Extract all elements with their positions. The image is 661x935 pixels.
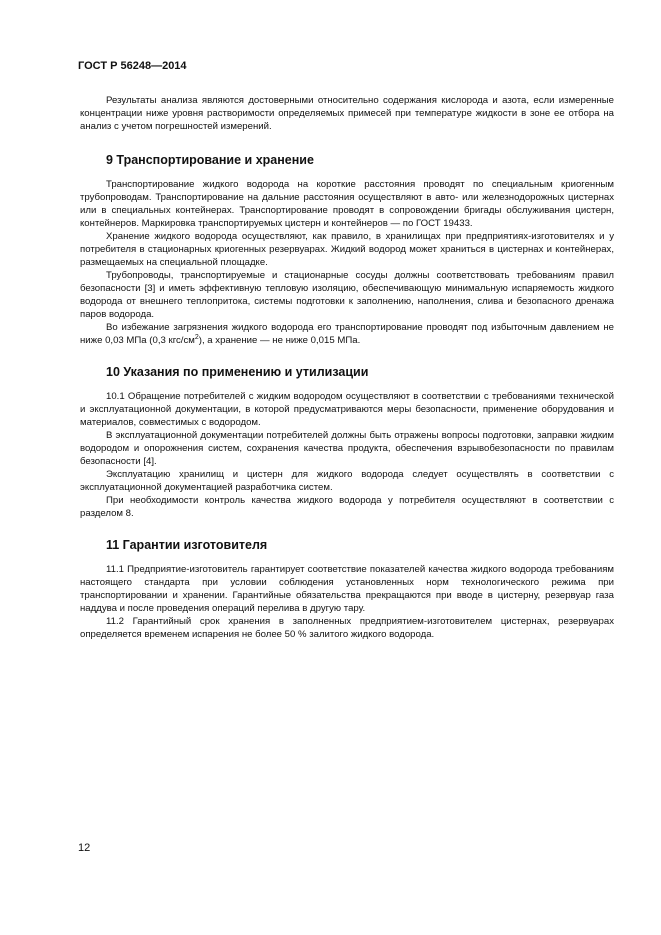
section-9-paragraph-2: Хранение жидкого водорода осуществляют, как правило, в хранилищах при предприятиях-изготовителях и у потребителя в стационарных криогенных резервуарах. Жидкий водород может храниться в цистернах и контейнерах, размещаемых на специальной площадке. bbox=[80, 231, 614, 268]
pressure-text-end: ), а хранение — не ниже 0,015 МПа. bbox=[198, 335, 361, 346]
section-9-paragraph-3: Трубопроводы, транспортируемые и стационарные сосуды должны соответствовать требованиям правил безопасности [3] и иметь эффективную тепловую изоляцию, обеспечивающую минимальную испаряемость жидкого водорода от внешнего теплопритока, системы подготовки к заполнению, наполнения, слива и безопасного дренажа паров водорода. bbox=[80, 270, 614, 320]
section-11-paragraph-2: 11.2 Гарантийный срок хранения в заполненных предприятием-изготовителем цистернах, резервуарах определяется временем испарения не более 50 % залитого жидкого водорода. bbox=[80, 616, 614, 640]
section-10-paragraph-4: При необходимости контроль качества жидкого водорода у потребителя осуществляют в соответствии с разделом 8. bbox=[80, 495, 614, 519]
section-9-paragraph-4 bbox=[80, 321, 614, 347]
superscript-exponent: 2 bbox=[194, 333, 199, 341]
section-10-paragraph-1: 10.1 Обращение потребителей с жидким водородом осуществляют в соответствии с требованиями технической и эксплуатационной документации, в которой предусматриваются меры безопасности, применение оборудования и материалов, совместимых с водородом. bbox=[80, 391, 614, 428]
section-9-paragraph-1: Транспортирование жидкого водорода на короткие расстояния проводят по специальным криогенным трубопроводам. Транспортирование на дальние расстояния осуществляют в авто- или железнодорожных цистернах или в специальных контейнерах. Транспортирование проводят в сопровождении бригады обслуживания цистерн, контейнеров. Маркировка транспортируемых цистерн и контейнеров — по ГОСТ 19433. bbox=[80, 179, 614, 229]
section-11-paragraph-1: 11.1 Предприятие-изготовитель гарантирует соответствие показателей качества жидкого водорода требованиям настоящего стандарта при условии соблюдения установленных норм технологического режима при транспортировании и хранении. Гарантийные обязательства прекращаются при вводе в цистерну, резервуар газа наддува и после проведения операций перелива в другую тару. bbox=[80, 564, 614, 614]
section-10-heading: 10 Указания по применению и утилизации bbox=[106, 365, 369, 379]
section-10-paragraph-2: В эксплуатационной документации потребителей должны быть отражены вопросы подготовки, заправки жидким водородом и опорожнения систем, сохранения качества продукта, обеспечения взрывобезопасности по правилам безопасности [4]. bbox=[80, 430, 614, 467]
section-9-heading: 9 Транспортирование и хранение bbox=[106, 153, 314, 167]
page-content bbox=[80, 94, 614, 641]
section-10-paragraph-3: Эксплуатацию хранилищ и цистерн для жидкого водорода следует осуществлять в соответствии с эксплуатационной документацией разработчика систем. bbox=[80, 469, 614, 493]
intro-paragraph: Результаты анализа являются достоверными относительно содержания кислорода и азота, если измеренные концентрации ниже уровня растворимости определяемых примесей при температуре жидкости в зоне ее отбора на анализ с учетом погрешностей измерений. bbox=[80, 95, 614, 132]
section-11-heading: 11 Гарантии изготовителя bbox=[106, 538, 268, 552]
pressure-text-start: Во избежание загрязнения жидкого водорода его транспортирование проводят под избыточным давлением не ниже 0,03 МПа (0,3 кгс/см bbox=[80, 322, 614, 346]
page-header: ГОСТ Р 56248—2014 bbox=[78, 60, 187, 72]
page-number: 12 bbox=[78, 842, 91, 854]
